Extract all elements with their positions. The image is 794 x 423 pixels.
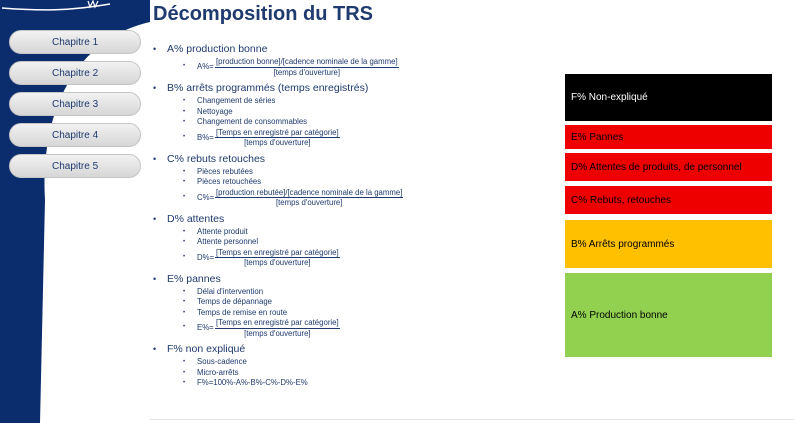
- list-item: • Sous-cadence: [150, 357, 550, 368]
- list-item: • Pièces rebutées: [150, 167, 550, 178]
- list-item: • Attente produit: [150, 227, 550, 238]
- formula-a: [150, 57, 550, 78]
- list-item: • Attente personnel: [150, 237, 550, 248]
- company-logo: [0, 0, 130, 12]
- chapter-2-button[interactable]: Chapitre 2: [9, 61, 141, 85]
- formula-prefix: • A%=: [197, 62, 214, 71]
- list-item: • Pièces retouchées: [150, 177, 550, 188]
- section-heading-e: • E% pannes: [150, 272, 550, 287]
- block-e-pannes: E% Pannes: [565, 125, 772, 149]
- formula-denominator: [temps d'ouverture]: [244, 258, 311, 267]
- formula-denominator: [temps d'ouverture]: [273, 67, 341, 77]
- list-item: • Changement de consommables: [150, 117, 550, 128]
- section-heading-b: • B% arrêts programmés (temps enregistrés): [150, 81, 550, 96]
- footer-divider: [150, 419, 794, 420]
- formula-fraction: [215, 318, 340, 338]
- slide-title: Décomposition du TRS: [153, 3, 373, 25]
- list-item: • Changement de séries: [150, 96, 550, 107]
- formula-numerator: [Temps en enregistré par catégorie]: [216, 247, 339, 257]
- chapter-3-button[interactable]: Chapitre 3: [9, 92, 141, 116]
- block-b-arrets: B% Arrêts programmés: [565, 220, 772, 268]
- list-item: • Temps de remise en route: [150, 308, 550, 319]
- list-item: • Temps de dépannage: [150, 297, 550, 308]
- formula-numerator: [Temps en enregistré par catégorie]: [216, 318, 339, 327]
- formula-fraction: [215, 248, 340, 268]
- section-heading-c: • C% rebuts retouches: [150, 152, 550, 167]
- list-item: • Délai d'intervention: [150, 287, 550, 298]
- formula-denominator: [temps d'ouverture]: [244, 138, 311, 147]
- section-heading-a: • A% production bonne: [150, 42, 550, 57]
- formula-c: [150, 188, 550, 209]
- chapter-1-button[interactable]: Chapitre 1: [9, 30, 141, 54]
- formula-numerator: [production rebutée]/[cadence nominale de la gamme]: [216, 187, 403, 197]
- chapter-4-button[interactable]: Chapitre 4: [9, 123, 141, 147]
- trs-breakdown-list: [150, 42, 550, 389]
- list-item: • Micro-arrêts: [150, 368, 550, 379]
- block-a-production: A% Production bonne: [565, 273, 772, 357]
- formula-numerator: [production bonne]/[cadence nominale de la gamme]: [216, 57, 398, 66]
- chapter-5-button[interactable]: Chapitre 5: [9, 154, 141, 178]
- formula-numerator: [Temps en enregistré par catégorie]: [216, 127, 339, 137]
- formula-prefix: • E%=: [197, 323, 214, 332]
- block-f-non-explique: F% Non-expliqué: [565, 74, 772, 121]
- block-d-attentes: D% Attentes de produits, de personnel: [565, 153, 772, 181]
- formula-denominator: [temps d'ouverture]: [275, 198, 343, 207]
- formula-fraction: [215, 128, 340, 148]
- formula-fraction: [215, 57, 399, 77]
- formula-e: [150, 318, 550, 339]
- formula-b: [150, 128, 550, 149]
- list-item: • F%=100%-A%-B%-C%-D%-E%: [150, 378, 550, 389]
- formula-denominator: [temps d'ouverture]: [244, 328, 311, 338]
- list-item: • Nettoyage: [150, 107, 550, 118]
- formula-prefix: • B%=: [197, 132, 214, 142]
- section-heading-f: • F% non expliqué: [150, 342, 550, 357]
- formula-prefix: • C%=: [197, 192, 215, 202]
- formula-d: [150, 248, 550, 269]
- block-c-rebuts: C% Rebuts, retouches: [565, 186, 772, 214]
- formula-fraction: [215, 188, 403, 208]
- formula-prefix: • D%=: [197, 252, 215, 262]
- section-heading-d: • D% attentes: [150, 212, 550, 227]
